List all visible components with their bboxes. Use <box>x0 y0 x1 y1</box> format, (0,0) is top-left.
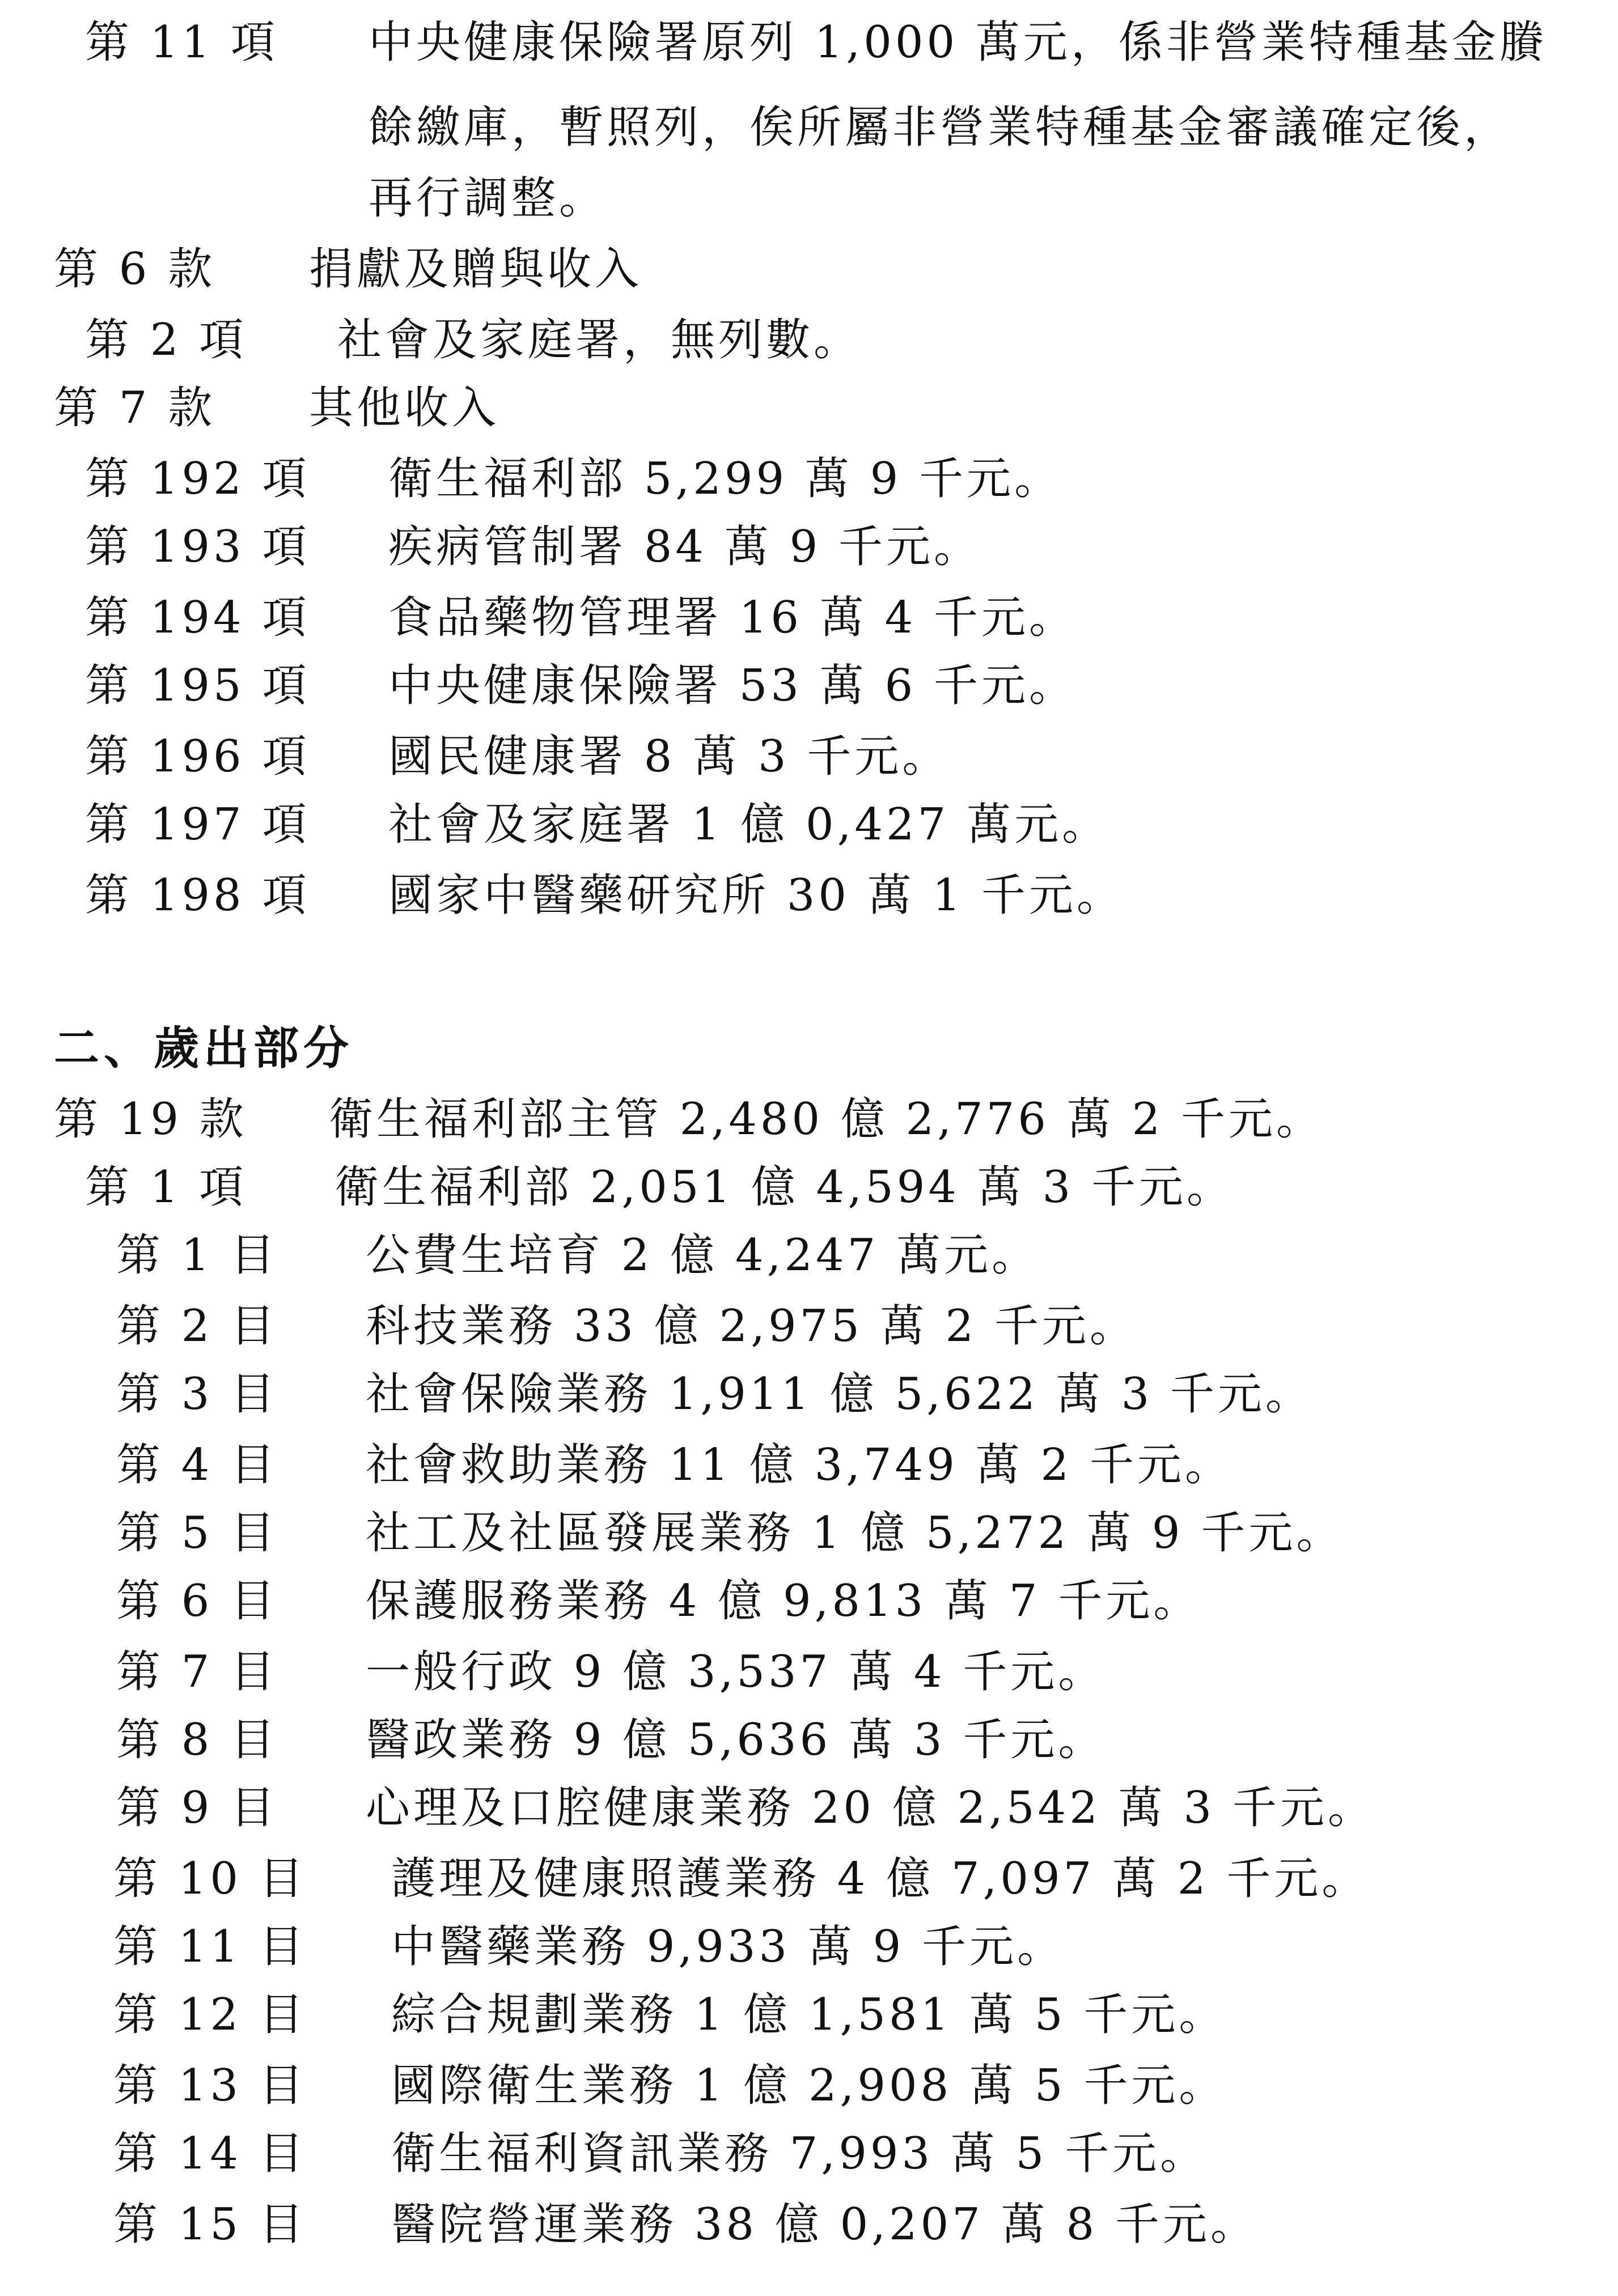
section-label: 第 6 款 <box>54 244 216 295</box>
item-text: 中央健康保險署 53 萬 6 千元。 <box>388 660 1077 711</box>
subitem-label: 第 8 目 <box>116 1714 278 1765</box>
item-text: 國家中醫藥研究所 30 萬 1 千元。 <box>388 870 1125 921</box>
subitem-text: 一般行政 9 億 3,537 萬 4 千元。 <box>366 1646 1106 1697</box>
subitem-text: 中醫藥業務 9,933 萬 9 千元。 <box>391 1921 1065 1972</box>
subitem-label: 第 6 目 <box>116 1576 278 1627</box>
subitem-text: 心理及口腔健康業務 20 億 2,542 萬 3 千元。 <box>366 1783 1375 1834</box>
item-label: 第 198 項 <box>85 870 310 921</box>
section-text: 衛生福利部主管 2,480 億 2,776 萬 2 千元。 <box>329 1094 1324 1145</box>
subitem-label: 第 2 目 <box>116 1301 278 1352</box>
subitem-label: 第 3 目 <box>116 1369 278 1420</box>
subitem-label: 第 4 目 <box>116 1440 278 1491</box>
subitem-text: 保護服務業務 4 億 9,813 萬 7 千元。 <box>366 1576 1201 1627</box>
item-text: 衛生福利部 5,299 萬 9 千元。 <box>388 453 1062 504</box>
subitem-text: 社工及社區發展業務 1 億 5,272 萬 9 千元。 <box>366 1508 1344 1559</box>
section-text: 捐獻及贈與收入 <box>309 244 643 295</box>
subitem-text: 護理及健康照護業務 4 億 7,097 萬 2 千元。 <box>391 1853 1370 1904</box>
subitem-text: 國際衛生業務 1 億 2,908 萬 5 千元。 <box>391 2060 1227 2111</box>
item-label: 第 193 項 <box>85 521 310 572</box>
subitem-label: 第 12 目 <box>113 1989 307 2040</box>
subitem-text: 醫院營運業務 38 億 0,207 萬 8 千元。 <box>391 2199 1258 2250</box>
subitem-text: 衛生福利資訊業務 7,993 萬 5 千元。 <box>391 2128 1208 2179</box>
item-label: 第 196 項 <box>85 731 310 782</box>
item-label: 第 194 項 <box>85 592 310 643</box>
item-text: 衛生福利部 2,051 億 4,594 萬 3 千元。 <box>334 1162 1234 1213</box>
item-text: 國民健康署 8 萬 3 千元。 <box>388 731 950 782</box>
item-text-line-3: 再行調整。 <box>369 173 607 224</box>
section-heading: 二、歲出部分 <box>54 1022 353 1075</box>
item-text-line-1: 中央健康保險署原列 1,000 萬元，係非營業特種基金賸 <box>369 17 1547 68</box>
subitem-label: 第 9 目 <box>116 1783 278 1834</box>
subitem-text: 社會保險業務 1,911 億 5,622 萬 3 千元。 <box>366 1369 1313 1420</box>
item-label: 第 1 項 <box>85 1162 247 1213</box>
section-label: 第 7 款 <box>54 383 216 434</box>
subitem-text: 醫政業務 9 億 5,636 萬 3 千元。 <box>366 1714 1106 1765</box>
item-text: 社會及家庭署 1 億 0,427 萬元。 <box>388 799 1110 850</box>
subitem-text: 綜合規劃業務 1 億 1,581 萬 5 千元。 <box>391 1989 1227 2040</box>
subitem-label: 第 15 目 <box>113 2199 307 2250</box>
subitem-label: 第 14 目 <box>113 2128 307 2179</box>
subitem-label: 第 1 目 <box>116 1230 278 1281</box>
item-text: 社會及家庭署，無列數。 <box>337 315 862 366</box>
section-text: 其他收入 <box>309 383 500 434</box>
subitem-text: 公費生培育 2 億 4,247 萬元。 <box>366 1230 1040 1281</box>
subitem-text: 科技業務 33 億 2,975 萬 2 千元。 <box>366 1301 1137 1352</box>
item-text: 食品藥物管理署 16 萬 4 千元。 <box>388 592 1077 643</box>
subitem-label: 第 7 目 <box>116 1646 278 1697</box>
section-label: 第 19 款 <box>54 1094 247 1145</box>
item-label: 第 197 項 <box>85 799 310 850</box>
item-text-line-2: 餘繳庫，暫照列，俟所屬非營業特種基金審議確定後， <box>369 102 1512 153</box>
item-label: 第 2 項 <box>85 315 247 366</box>
item-label: 第 11 項 <box>85 17 278 68</box>
item-text: 疾病管制署 84 萬 9 千元。 <box>388 521 982 572</box>
subitem-label: 第 11 目 <box>113 1921 307 1972</box>
subitem-label: 第 5 目 <box>116 1508 278 1559</box>
subitem-text: 社會救助業務 11 億 3,749 萬 2 千元。 <box>366 1440 1232 1491</box>
subitem-label: 第 10 目 <box>113 1853 307 1904</box>
subitem-label: 第 13 目 <box>113 2060 307 2111</box>
item-label: 第 192 項 <box>85 453 310 504</box>
item-label: 第 195 項 <box>85 660 310 711</box>
